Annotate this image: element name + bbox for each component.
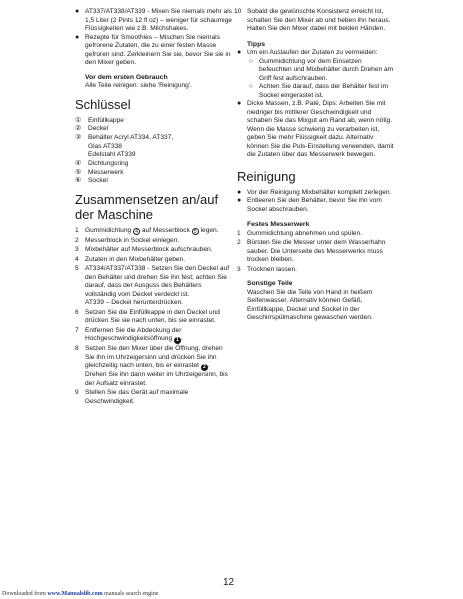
page-number: 12 — [223, 577, 235, 588]
bullet-capacity: ● AT337/AT338/AT339 - Mixen Sie niemals mehr als 1,5 Liter (2 Pints 12 fl oz) – weniger für schaumige Flüssigkeiten wie z.B. Milchshakes. — [75, 8, 232, 32]
bullet-dot-icon: ● — [75, 8, 80, 15]
keys-list — [75, 117, 233, 187]
cleaning-bullet: ● Vor der Reinigung Mixbehälter komplett zerlegen. — [237, 188, 392, 196]
assembly-heading: Zusammensetzen an/auf der Maschine — [75, 192, 219, 223]
key-item: Edelstahl AT339 — [88, 151, 136, 159]
bullet-dot-icon: ● — [237, 197, 242, 204]
blade-step: 3 Trocknen lassen. — [237, 265, 297, 273]
circle-bullet-icon: ○ — [249, 57, 253, 65]
assembly-step: 9 Stellen Sie das Gerät auf maximale Geschwindigkeit. — [75, 389, 189, 405]
tips-bullet: ● Um ein Auslaufen der Zutaten zu vermeiden: — [237, 49, 378, 56]
key-item: ① Einfüllkappe — [75, 116, 124, 124]
keys-heading: Schlüssel — [75, 96, 131, 112]
assembly-step: 4 Zutaten in den Mixbehälter geben. — [75, 255, 186, 263]
bullet-dot-icon: ● — [75, 33, 80, 41]
key-item: ④ Dichtungsring — [75, 160, 129, 168]
other-parts-heading: Sonstige Teile — [247, 280, 293, 287]
cleaning-bullet: ● Entleeren Sie den Behälter, bevor Sie ihn vom Sockel abschrauben. — [237, 197, 382, 213]
key-item: ② Deckel — [75, 125, 109, 133]
assembly-step: 1 Gummidichtung 4 auf Messerblock 5 legen. — [75, 227, 219, 236]
circle-bullet-icon: ○ — [249, 83, 253, 90]
assembly-step: 3 Mixbehälter auf Messerblock aufschrauben. — [75, 246, 213, 254]
assembly-step: 8 Setzen Sie den Mixer über die Öffnung, drehen Sie ihn im Uhrzeigersinn und drücken Sie ihn gleichzeitig nach unten, bis er einrastet 2 . Drehen Sie ihn dann weiter im Uhrzeigersinn, bis der Aufsatz einrastet. — [75, 345, 228, 387]
assembly-step-10: 10 Sobald die gewünschte Konsistenz erreicht ist, schalten Sie den Mixer ab und heben ihn heraus. Halten Sie den Mixer dabei mit beiden Händen. — [234, 8, 391, 32]
right-column — [234, 8, 395, 323]
bullet-smoothies: ● Rezepte für Smoothies – Mischen Sie niemals gefrorene Zutaten, die zu einer festen Masse gefroren sind. Zerkleinern Sie sie, bevor Sie sie in den Mixer geben. — [75, 33, 231, 66]
key-item: ⑥ Sockel — [75, 177, 108, 185]
key-item: Glas AT338 — [88, 142, 122, 150]
bullet-dot-icon: ● — [237, 49, 242, 56]
blade-step: 1 Gummidichtung abnehmen und spülen. — [237, 229, 363, 237]
bullet-dot-icon: ● — [237, 188, 242, 196]
tips-bullet: ● Dicke Massen, z.B. Paté, Dips: Arbeiten Sie mit niedriger bis mittlerer Geschwindigkeit und schaben Sie das Mixgut am Rand ab, wenn nötig. Wenn die Masse schwierig zu verarbeiten ist, geben Sie mehr Flüssigkeit dazu. Alternativ können Sie die Puls-Einstellung verwenden, damit die Zutaten über das Messerwerk bewegen. — [237, 100, 394, 158]
blade-heading: Festes Messerwerk — [247, 221, 310, 228]
assembly-step: 7 Entfernen Sie die Abdeckung der Hochgeschwindigkeitsöffnung 1 . — [75, 326, 183, 344]
key-item: ⑤ Messerwerk — [75, 168, 124, 176]
part-number-badge: 4 — [133, 228, 140, 235]
assembly-step: 5 AT334/AT337/AT338 - Setzen Sie den Deckel auf den Behälter und drehen Sie ihn fest; achten Sie darauf, dass der Ausguss des Behälters vollständig vom Deckel verdeckt ist. AT339 – Deckel herunterdrücken. — [75, 265, 230, 307]
assembly-step: 6 Setzen Sie die Einfüllkappe in den Deckel und drücken Sie sie nach unten, bis sie einrastet. — [75, 308, 220, 325]
before-use-text: Alle Teile reinigen: siehe 'Reinigung'. — [85, 82, 192, 89]
other-parts-text: Waschen Sie die Teile von Hand in heißem Seifenwasser. Alternativ können Gefäß, Einfüllkappe, Deckel und Sockel in der Geschirrspülmaschine gewaschen werden. — [247, 288, 373, 321]
manualslib-link[interactable]: www.Manualslib.com — [47, 591, 103, 597]
figure-number-badge: 2 — [201, 364, 208, 371]
tips-sub-item: ○ Gummidichtung vor dem Einsetzen befeuchten und Mixbehälter durch Drehen am Griff fest aufschrauben. — [249, 57, 394, 82]
assembly-step: 2 Messerblock in Sockel einlegen. — [75, 236, 180, 244]
download-footer: Downloaded from www.Manualslib.com manuals search engine — [2, 591, 159, 597]
left-column — [75, 8, 233, 407]
figure-number-badge: 1 — [174, 337, 181, 344]
cleaning-heading: Reinigung — [237, 168, 296, 184]
before-use-heading: Vor dem ersten Gebrauch — [85, 73, 168, 81]
tips-heading: Tipps — [247, 40, 266, 48]
key-item: ③ Behälter Acryl AT334, AT337, — [75, 133, 174, 141]
tips-sub-item: ○ Achten Sie darauf, dass der Behälter fest im Sockel eingerastet ist. — [249, 83, 389, 99]
bullet-dot-icon: ● — [237, 100, 242, 107]
blade-step: 2 Bürsten Sie die Messer unter dem Wasserhahn sauber. Die Unterseite des Messerwerks muss trocken bleiben. — [237, 239, 386, 263]
assembly-steps — [75, 227, 233, 406]
part-number-badge: 5 — [192, 228, 199, 235]
